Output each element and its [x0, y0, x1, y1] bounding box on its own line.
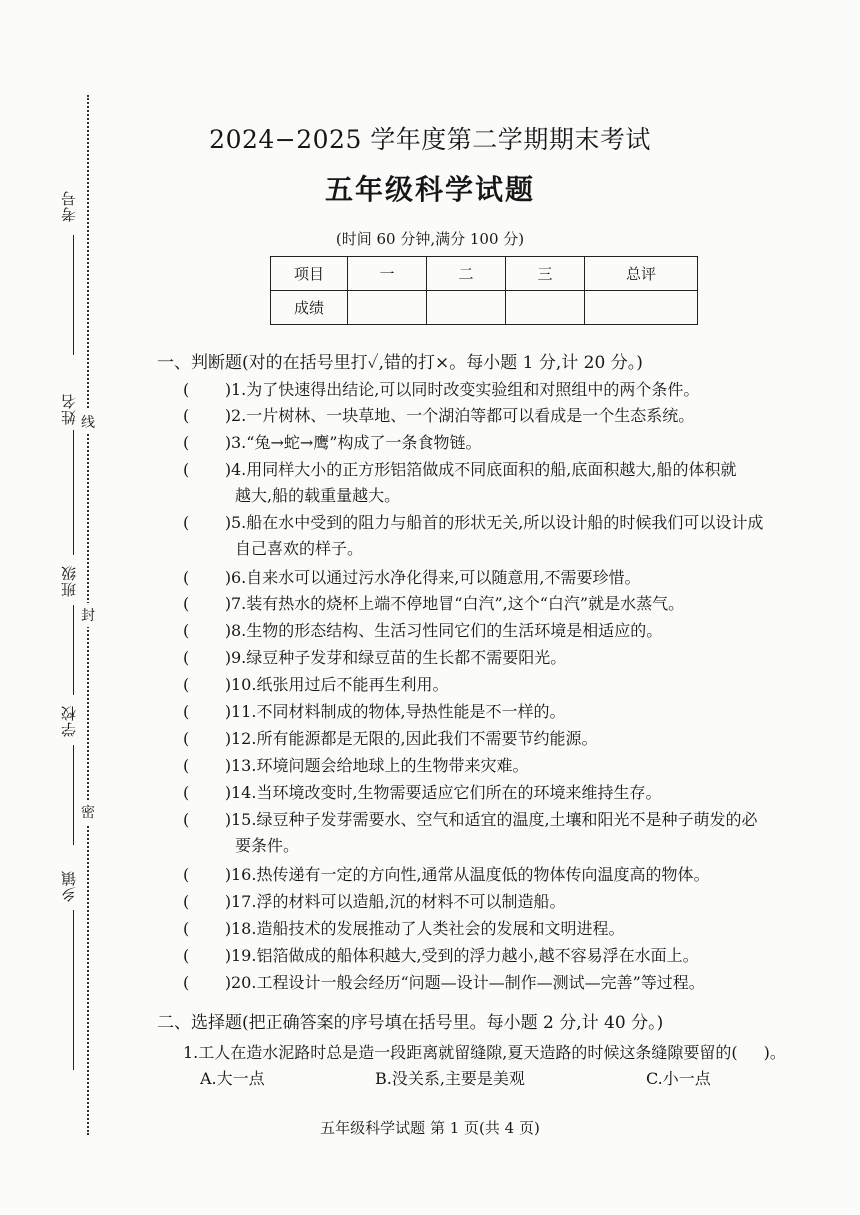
- score-table-header-row: [271, 257, 698, 291]
- section1-heading: 一、判断题(对的在括号里打✓,错的打×。每小题 1 分,计 20 分。): [157, 353, 643, 373]
- option-c[interactable]: C.小一点: [646, 1069, 711, 1088]
- score-header-cell: 项目: [271, 257, 348, 291]
- question-text: [231, 565, 813, 591]
- question-line: 10.纸张用过后不能再生利用。: [231, 675, 449, 694]
- answer-paren[interactable]: ( ): [183, 513, 232, 532]
- question-line: 8.生物的形态结构、生活习性同它们的生活环境是相适应的。: [231, 621, 663, 640]
- question-text: [231, 645, 813, 671]
- question-text: [231, 510, 813, 562]
- question-text: [231, 618, 813, 644]
- name-blank[interactable]: [73, 430, 74, 555]
- score-cell[interactable]: [585, 291, 698, 325]
- answer-paren[interactable]: ( ): [183, 783, 232, 802]
- question-text: [231, 457, 813, 509]
- question-line: 16.热传递有一定的方向性,通常从温度低的物体传向温度高的物体。: [231, 865, 710, 884]
- question-line: 18.造船技术的发展推动了人类社会的发展和文明进程。: [231, 919, 625, 938]
- answer-paren[interactable]: ( ): [183, 973, 232, 992]
- choice-question-close: )。: [763, 1043, 786, 1062]
- question-line: 15.绿豆种子发芽需要水、空气和适宜的温度,土壤和阳光不是种子萌发的必: [231, 810, 758, 829]
- choice-question-text: 1.工人在造水泥路时总是造一段距离就留缝隙,夏天造路的时候这条缝隙要留的(: [183, 1043, 738, 1062]
- score-table-row: [271, 291, 698, 325]
- answer-paren[interactable]: ( ): [183, 702, 232, 721]
- class-blank[interactable]: [73, 605, 74, 695]
- question-text: [231, 970, 813, 996]
- score-header-cell: 二: [427, 257, 506, 291]
- answer-paren[interactable]: ( ): [183, 729, 232, 748]
- margin-label-name: 姓名: [60, 393, 78, 425]
- score-cell[interactable]: [427, 291, 506, 325]
- answer-paren[interactable]: ( ): [183, 675, 232, 694]
- section2-heading: 二、选择题(把正确答案的序号填在括号里。每小题 2 分,计 40 分。): [157, 1013, 664, 1033]
- score-header-cell: 总评: [585, 257, 698, 291]
- question-text: [231, 726, 813, 752]
- question-line: 13.环境问题会给地球上的生物带来灾难。: [231, 756, 529, 775]
- question-line: 20.工程设计一般会经历“问题—设计—制作—测试—完善”等过程。: [231, 973, 705, 992]
- page-footer: 五年级科学试题 第 1 页(共 4 页): [320, 1119, 540, 1137]
- question-text: [231, 862, 813, 888]
- answer-paren[interactable]: ( ): [183, 594, 232, 613]
- question-line: 19.铝箔做成的船体积越大,受到的浮力越小,越不容易浮在水面上。: [231, 946, 699, 965]
- exam-title: 2024−2025 学年度第二学期期末考试: [209, 125, 651, 154]
- score-header-cell: 一: [348, 257, 427, 291]
- question-line: 14.当环境改变时,生物需要适应它们所在的环境来维持生存。: [231, 783, 662, 802]
- question-text: [231, 672, 813, 698]
- exam-info: (时间 60 分钟,满分 100 分): [335, 230, 525, 248]
- question-text: [231, 377, 813, 403]
- margin-label-township: 乡镇: [60, 870, 78, 902]
- answer-paren[interactable]: ( ): [183, 946, 232, 965]
- question-line: 3.“兔→蛇→鹰”构成了一条食物链。: [231, 433, 482, 452]
- question-line: 7.装有热水的烧杯上端不停地冒“白汽”,这个“白汽”就是水蒸气。: [231, 594, 685, 613]
- question-text: [231, 889, 813, 915]
- question-text: [231, 943, 813, 969]
- answer-paren[interactable]: ( ): [183, 621, 232, 640]
- question-line: 9.绿豆种子发芽和绿豆苗的生长都不需要阳光。: [231, 648, 567, 667]
- exam-no-blank[interactable]: [73, 235, 74, 355]
- answer-paren[interactable]: ( ): [183, 810, 232, 829]
- question-line: 17.浮的材料可以造船,沉的材料不可以制造船。: [231, 892, 566, 911]
- township-blank[interactable]: [73, 910, 74, 1070]
- question-line: 5.船在水中受到的阻力与船首的形状无关,所以设计船的时候我们可以设计成: [231, 513, 764, 532]
- question-line: 2.一片树林、一块草地、一个湖泊等都可以看成是一个生态系统。: [231, 406, 695, 425]
- answer-paren[interactable]: ( ): [183, 919, 232, 938]
- question-line: 1.为了快速得出结论,可以同时改变实验组和对照组中的两个条件。: [231, 380, 700, 399]
- question-line: 4.用同样大小的正方形铝箔做成不同底面积的船,底面积越大,船的体积就: [231, 460, 737, 479]
- answer-paren[interactable]: ( ): [183, 380, 232, 399]
- answer-paren[interactable]: ( ): [183, 756, 232, 775]
- option-b[interactable]: B.没关系,主要是美观: [375, 1069, 525, 1088]
- answer-paren[interactable]: ( ): [183, 892, 232, 911]
- question-line: 6.自来水可以通过污水净化得来,可以随意用,不需要珍惜。: [231, 568, 641, 587]
- margin-label-school: 学校: [60, 705, 78, 737]
- answer-paren[interactable]: ( ): [183, 406, 232, 425]
- seal-char-line: 线: [81, 410, 95, 434]
- question-continuation: 要条件。: [235, 836, 300, 855]
- answer-paren[interactable]: ( ): [183, 865, 232, 884]
- choice-question-1: [183, 1040, 786, 1063]
- margin-label-class: 班级: [60, 565, 78, 597]
- score-cell[interactable]: [506, 291, 585, 325]
- question-text: [231, 753, 813, 779]
- question-text: [231, 430, 813, 456]
- seal-char-seal: 封: [81, 603, 95, 627]
- option-a[interactable]: A.大一点: [200, 1069, 265, 1088]
- score-cell[interactable]: [348, 291, 427, 325]
- question-continuation: 越大,船的载重量越大。: [235, 486, 401, 505]
- question-text: [231, 403, 813, 429]
- seal-char-secret: 密: [81, 800, 95, 824]
- score-header-cell: 三: [506, 257, 585, 291]
- school-blank[interactable]: [73, 745, 74, 845]
- answer-paren[interactable]: ( ): [183, 648, 232, 667]
- margin-label-exam-no: 考号: [60, 190, 78, 222]
- question-text: [231, 780, 813, 806]
- score-table: [270, 256, 698, 325]
- question-text: [231, 591, 813, 617]
- question-text: [231, 916, 813, 942]
- answer-paren[interactable]: ( ): [183, 433, 232, 452]
- subject-title: 五年级科学试题: [324, 173, 535, 206]
- question-line: 12.所有能源都是无限的,因此我们不需要节约能源。: [231, 729, 598, 748]
- question-text: [231, 807, 813, 859]
- score-row-label: 成绩: [271, 291, 348, 325]
- question-continuation: 自己喜欢的样子。: [235, 539, 364, 558]
- answer-paren[interactable]: ( ): [183, 568, 232, 587]
- answer-paren[interactable]: ( ): [183, 460, 232, 479]
- question-text: [231, 699, 813, 725]
- question-line: 11.不同材料制成的物体,导热性能是不一样的。: [231, 702, 566, 721]
